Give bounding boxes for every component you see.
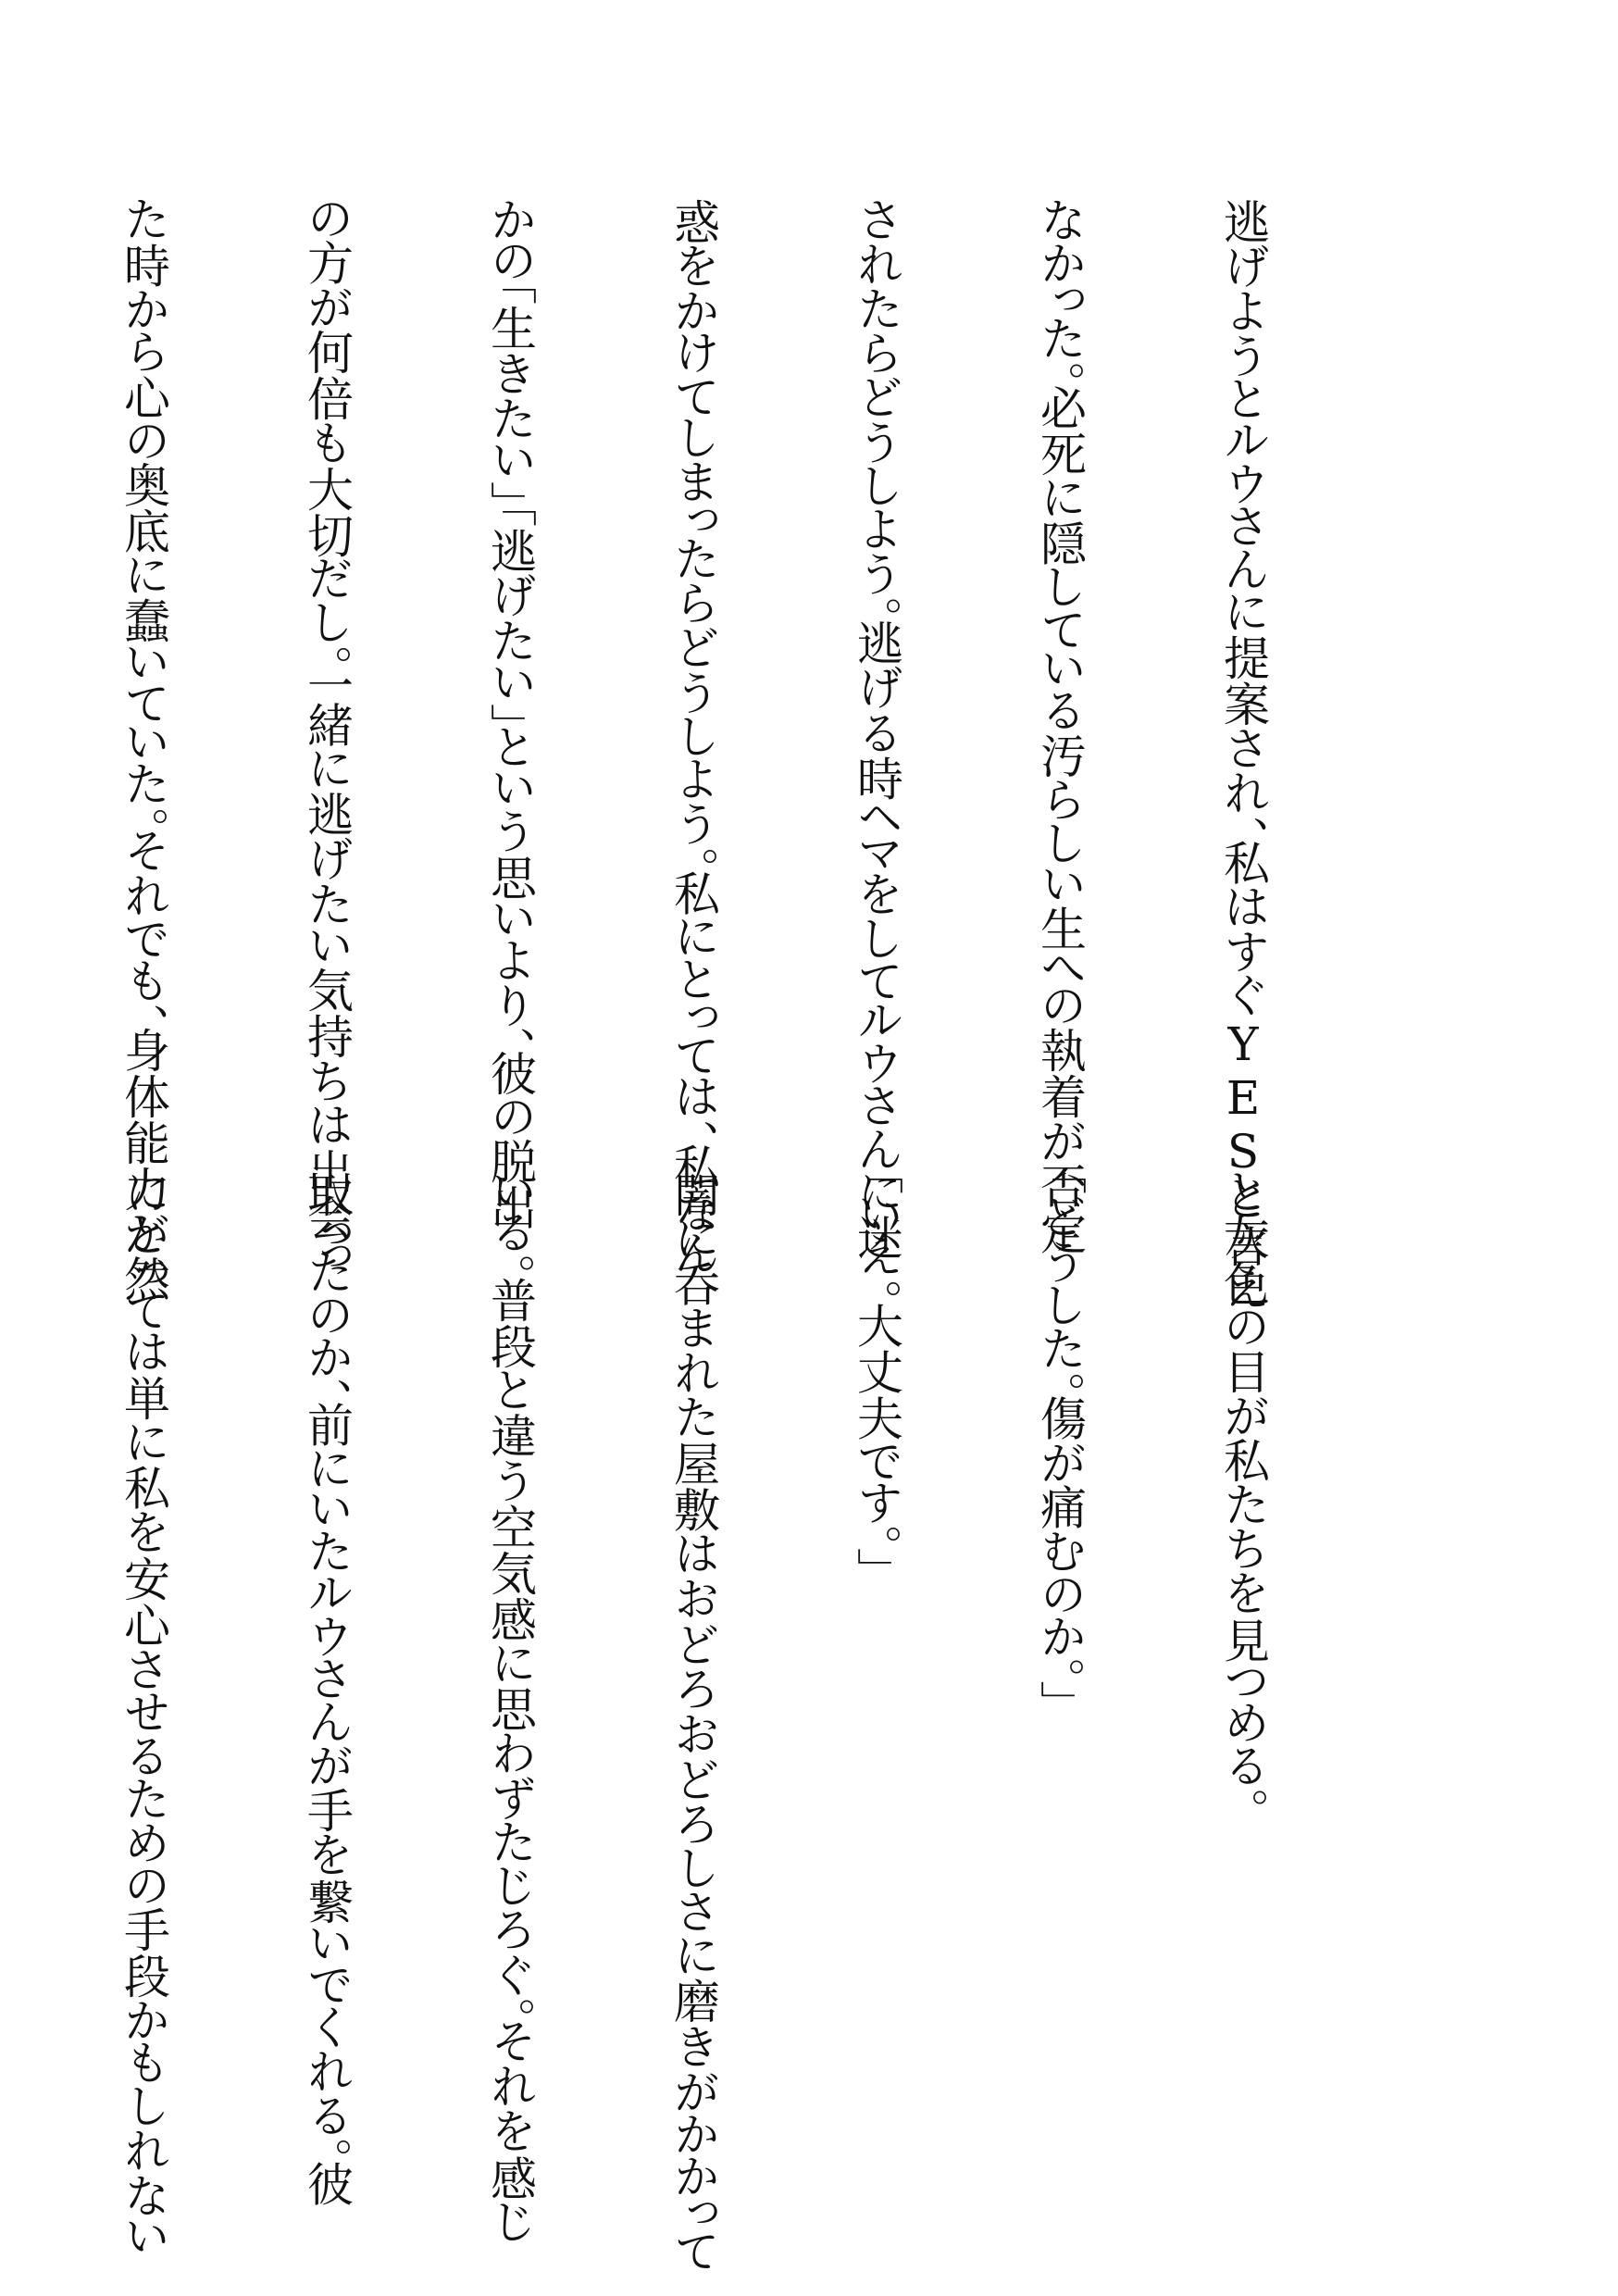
text-line: 逃げようとルウさんに提案され、私はすぐYESと言え: [1216, 198, 1270, 1313]
text-line: 闇に呑まれた屋敷はおどろおどろしさに磨きがかかって: [666, 1171, 720, 2272]
text-line: されたらどうしよう。逃げる時ヘマをしてルウさんに迷: [850, 198, 903, 1261]
text-line: 惑をかけてしまったらどうしよう。私にとっては、私なん: [666, 198, 720, 1276]
lower-text-block: [117, 1171, 1396, 2272]
text-line: と灰色の目が私たちを見つめる。: [1216, 1171, 1270, 1811]
text-line: にとっては単に私を安心させるための手段かもしれない: [117, 1171, 170, 2258]
text-line: の方が何倍も大切だし。一緒に逃げたい気持ちは出会っ: [300, 198, 354, 1275]
text-line: 「どうした。傷が痛むのか。」: [1033, 1171, 1087, 1703]
text-line: 「いえ。大丈夫です。」: [850, 1171, 903, 1571]
text-line: いる。普段と違う空気感に思わずたじろぐ。それを感じ: [483, 1171, 537, 2245]
text-line: た時から心の奥底に蠢いていた。それでも、身体能力が然: [117, 198, 170, 1302]
text-line: かの「生きたい」「逃げたい」という思いより、彼の脱出: [483, 198, 537, 1230]
upper-text-block: [117, 198, 1396, 1313]
text-line: 取ったのか、前にいたルウさんが手を繋いでくれる。彼: [300, 1171, 354, 2207]
text-line: なかった。必死に隠している汚らしい生への執着が否定: [1033, 198, 1087, 1255]
